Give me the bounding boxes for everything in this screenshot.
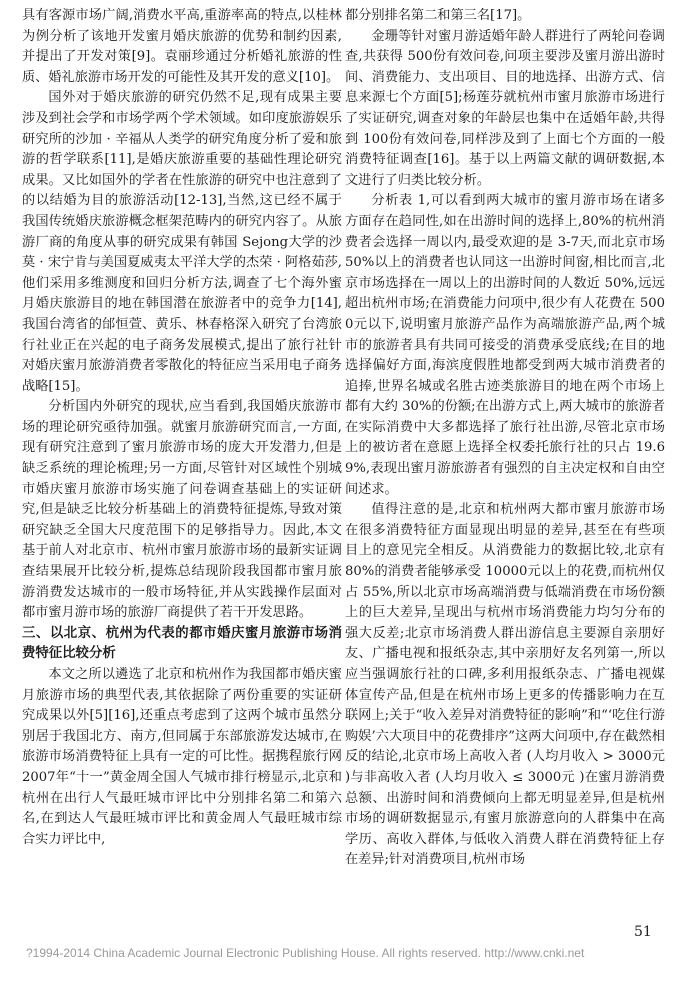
paragraph-right-1: 都分别排名第二和第三名[17]。 xyxy=(345,8,531,23)
paragraph-left-3: 分析国内外研究的现状,应当看到,我国婚庆旅游市场的理论研究亟待加强。就蜜月旅游研究而言,一方面,现有研究注意到了蜜月旅游市场的庞大开发潜力,但是缺乏系统的理论梳理;另一方面,尽管针对区域性个别城市婚庆蜜月旅游市场实施了问卷调查基础上的实证研究,但是缺乏比较分析基础上的消费特征提炼,导致对策研究缺乏全国大尺度范围下的足够指导力。因此,本文基于前人对北京市、杭州市蜜月旅游市场的最新实证调查结果展开比较分析,提炼总结现阶段我国都市蜜月旅游消费发达城市的一般市场特征,并从实践操作层面对都市蜜月游市场的旅游厂商提供了若干开发思路。 xyxy=(22,399,342,621)
right-column xyxy=(345,6,665,871)
section-heading: 三、以北京、杭州为代表的都市婚庆蜜月旅游市场消费特征比较分析 xyxy=(22,625,342,662)
paragraph-right-2: 金珊等针对蜜月游适婚年龄人群进行了两轮问卷调查,共获得 500份有效问卷,问项主要涉及蜜月游出游时间、消费能力、支出项目、目的地选择、出游方式、信息来源七个方面[5];杨莲芬就杭州市蜜月旅游市场进行了实证研究,调查对象的年龄层也集中在适婚年龄,共得到 100份有效问卷,同样涉及到了上面七个方面的一般消费特征调查[16]。基于以上两篇文献的调研数据,本文进行了归类比较分析。 xyxy=(345,28,665,188)
paragraph-left-4: 本文之所以遴选了北京和杭州作为我国都市婚庆蜜月旅游市场的典型代表,其依据除了两份重要的实证研究成果以外[5][16],还重点考虑到了这两个城市虽然分别居于我国北方、南方,但同属于东部旅游发达城市,在旅游市场消费特征上具有一定的可比性。据携程旅行网 2007年“十一”黄金周全国人气城市排行榜显示,北京和杭州在出行人气最旺城市评比中分别排名第二和第六名,在到达人气最旺城市评比和黄金周人气最旺城市综合实力评比中, xyxy=(22,667,342,847)
paragraph-left-2: 国外对于婚庆旅游的研究仍然不足,现有成果主要涉及到社会学和市场学两个学术领域。如印度旅游娱乐研究所的沙加 · 辛福从人类学的研究角度分析了爱和旅游的哲学联系[11],是婚庆旅游重要的基础性理论研究成果。又比如国外的学者在性旅游的研究中也注意到了的以结婚为目的旅游活动[12-13],当然,这已经不属于我国传统婚庆旅游概念框架范畴内的研究内容了。从旅游厂商的角度从事的研究成果有韩国 Sejong大学的沙莫 · 宋宁肯与美国夏威夷太平洋大学的杰荣 · 阿格茹莎,他们采用多维测度和回归分析方法,调查了七个海外蜜月婚庆旅游目的地在韩国潜在旅游者中的竞争力[14],我国台湾省的邰恒萱、黄乐、林春格深入研究了台湾旅行社业正在兴起的电子商务发展模式,提出了旅行社针对婚庆蜜月旅游消费者零散化的特征应当采用电子商务战略[15]。 xyxy=(22,90,342,394)
left-column xyxy=(22,6,342,850)
paragraph-right-4: 值得注意的是,北京和杭州两大都市蜜月旅游市场在很多消费特征方面显现出明显的差异,甚至在有些项目上的意见完全相反。从消费能力的数据比较,北京有 80%的消费者能够承受 10000元以上的花费,而杭州仅占 55%,所以北京市场高端消费与低端消费在市场份额上的巨大差异,呈现出与杭州市场消费能力均匀分布的强大反差;北京市场消费人群出游信息主要源自亲朋好友、广播电视和报纸杂志,其中亲朋好友名列第一,所以应当强调旅行社的口碑,多利用报纸杂志、广播电视媒体宣传产品,但是在杭州市场上更多的传播影响力在互联网上;关于“收入差异对消费特征的影响”和“‘吃住行游购娱’六大项目中的花费排序”这两大问项中,存在截然相反的结论,北京市场上高收入者 (人均月收入 > 3000元 )与非高收入者 (人均月收入 ≤ 3000元 )在蜜月游消费总额、出游时间和消费倾向上都无明显差异,但是杭州市场的调研数据显示,有蜜月旅游意向的人群集中在高学历、高收入群体,与低收入消费人群在消费特征上存在差异;针对消费项目,杭州市场 xyxy=(345,502,665,868)
copyright-footer: ?1994-2014 China Academic Journal Electronic Publishing House. All rights reserved. http://www.cnki.net xyxy=(26,946,585,960)
paragraph-right-3: 分析表 1,可以看到两大城市的蜜月游市场在诸多方面存在趋同性,如在出游时间的选择上,80%的杭州消费者会选择一周以内,最受欢迎的是 3-7天,而北京市场 50%以上的消费者也认同这一出游时间窗,相比而言,北京市场选择在一周以上的出游时间的人数近 50%,远远超出杭州市场;在消费能力问项中,很少有人花费在 5000元以下,说明蜜月旅游产品作为高端旅游产品,两个城市的旅游者具有共同可接受的消费承受底线;在目的地选择偏好方面,海滨度假胜地都受到两大城市消费者的追捧,世界名城或名胜古迹类旅游目的地在两个市场上都有大约 30%的份额;在出游方式上,两大城市的旅游者在实际消费中大多都选择了旅行社出游,尽管北京市场上的被访者在意愿上选择全权委托旅行社的只占 19.69%,表现出蜜月游旅游者有强烈的自主决定权和自由空间述求。 xyxy=(345,193,665,497)
page-number: 51 xyxy=(634,924,652,940)
paragraph-left-1: 具有客源市场广阔,消费水平高,重游率高的特点,以桂林为例分析了该地开发蜜月婚庆旅游的优势和制约因素,并提出了开发对策[9]。袁丽珍通过分析婚礼旅游的性质、婚礼旅游市场开发的可能性及其开发的意义[10]。 xyxy=(22,8,342,85)
